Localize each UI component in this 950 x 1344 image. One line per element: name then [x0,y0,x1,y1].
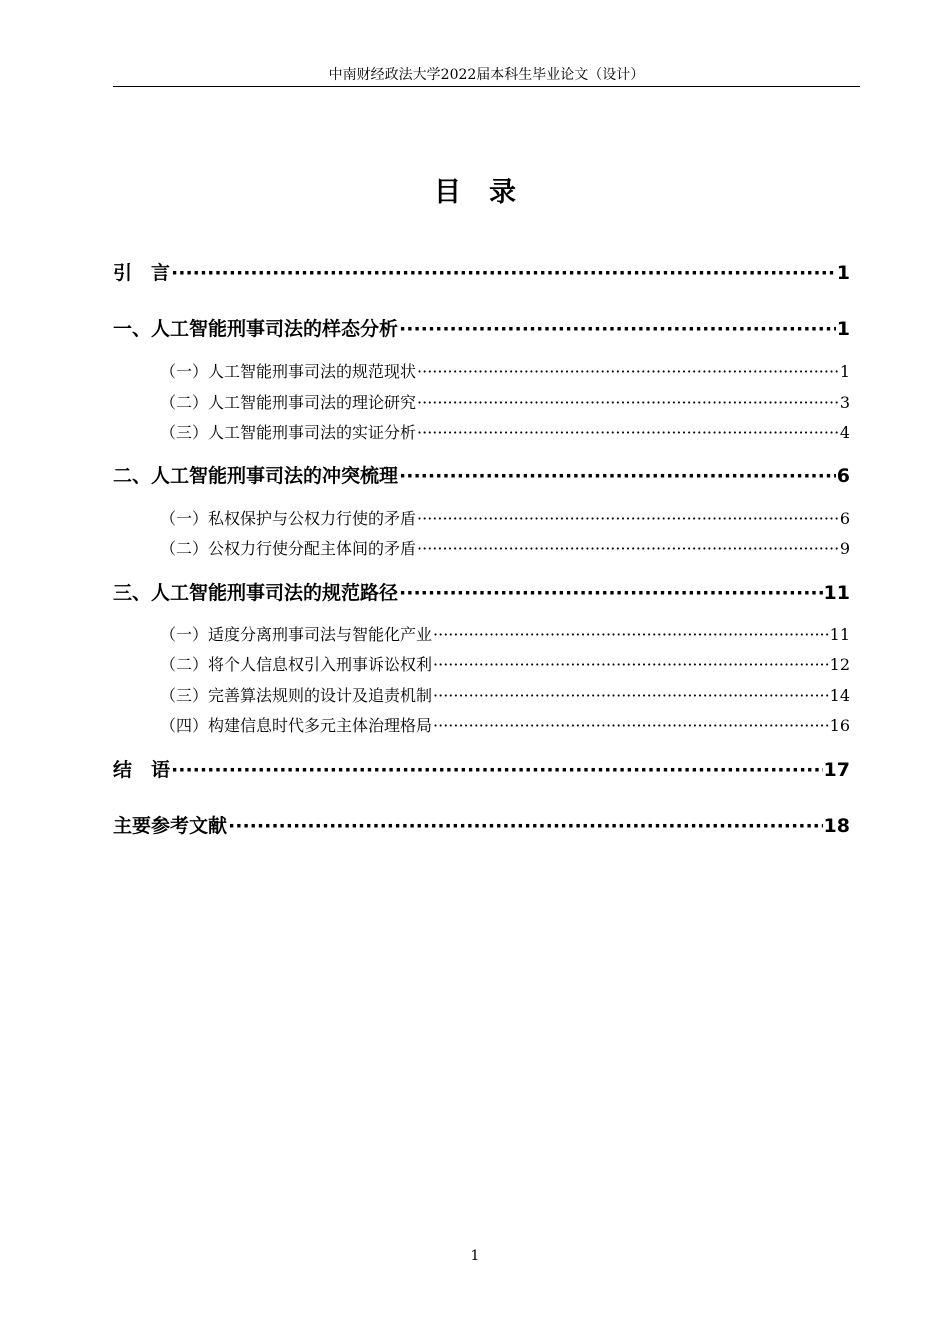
header-rule [113,86,860,87]
toc-entry-2-1[interactable] [160,506,850,529]
toc-entry-2-2[interactable] [160,536,850,559]
toc-entry-label: （二）公权力行使分配主体间的矛盾 [160,539,417,558]
toc-entry-label: 引 言 [113,262,171,284]
toc-entry-page: 16 [829,716,850,735]
toc-entry-page: 3 [839,393,850,412]
dot-leader [417,393,839,412]
toc-entry-label: （二）人工智能刑事司法的理论研究 [160,393,417,412]
toc-entry-label: （三）人工智能刑事司法的实证分析 [160,423,417,442]
dot-leader [417,362,839,381]
toc-entry-label: （一）适度分离刑事司法与智能化产业 [160,625,433,644]
dot-leader [417,423,839,442]
toc-entry-label: （三）完善算法规则的设计及追责机制 [160,686,433,705]
toc-entry-page: 1 [836,262,850,284]
dot-leader [171,262,836,284]
toc-entry-conclusion[interactable] [113,755,850,782]
dot-leader [433,625,829,644]
toc-entry-label: （一）人工智能刑事司法的规范现状 [160,362,417,381]
toc-entry-page: 6 [836,465,850,487]
dot-leader [417,509,839,528]
toc-entry-page: 11 [823,582,850,604]
toc-entry-label: （四）构建信息时代多元主体治理格局 [160,716,433,735]
toc-entry-page: 1 [836,318,850,340]
toc-entry-3-2[interactable] [160,652,850,675]
toc-entry-3-3[interactable] [160,683,850,706]
toc-entry-1-3[interactable] [160,420,850,443]
toc-entry-chapter-3[interactable] [113,578,850,605]
toc-entry-1-2[interactable] [160,390,850,413]
running-header: 中南财经政法大学2022届本科生毕业论文（设计） [328,67,645,83]
dot-leader [171,759,823,781]
dot-leader [228,815,823,837]
toc-entry-3-4[interactable] [160,713,850,736]
toc-entry-page: 1 [839,362,850,381]
toc-entry-label: （二）将个人信息权引入刑事诉讼权利 [160,655,433,674]
toc-entry-references[interactable] [113,811,850,838]
toc-entry-page: 12 [829,655,850,674]
toc-entry-label: 二、人工智能刑事司法的冲突梳理 [113,465,399,487]
toc-entry-page: 4 [839,423,850,442]
toc-entry-label: 三、人工智能刑事司法的规范路径 [113,582,399,604]
page-number: 1 [470,1248,480,1264]
toc-entry-page: 17 [823,759,850,781]
dot-leader [433,686,829,705]
toc-title: 目录 [434,177,544,208]
dot-leader [399,465,836,487]
toc-entry-label: （一）私权保护与公权力行使的矛盾 [160,509,417,528]
toc-entry-page: 18 [823,815,850,837]
toc-entry-label: 结 语 [113,759,171,781]
dot-leader [433,716,829,735]
toc-entry-intro[interactable] [113,258,850,285]
dot-leader [399,318,836,340]
toc-entry-1-1[interactable] [160,359,850,382]
toc-entry-3-1[interactable] [160,622,850,645]
dot-leader [399,582,823,604]
toc-entry-page: 9 [839,539,850,558]
toc-entry-label: 一、人工智能刑事司法的样态分析 [113,318,399,340]
toc-entry-label: 主要参考文献 [113,815,228,837]
toc-entry-page: 14 [829,686,850,705]
toc-entry-page: 6 [839,509,850,528]
toc-entry-chapter-1[interactable] [113,314,850,341]
toc-entry-page: 11 [829,625,850,644]
dot-leader [433,655,829,674]
toc-entry-chapter-2[interactable] [113,461,850,488]
dot-leader [417,539,839,558]
